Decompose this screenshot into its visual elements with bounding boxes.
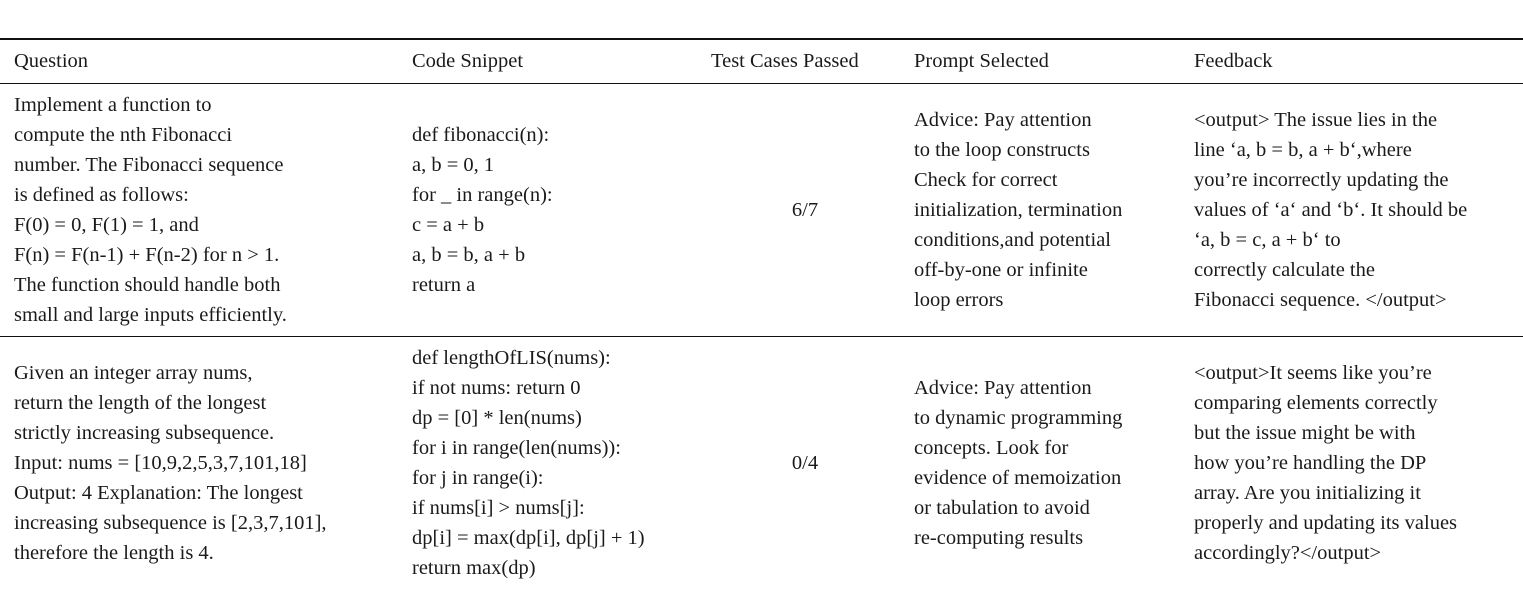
test-cases-passed-value: 0/4	[791, 452, 819, 474]
code-snippet-cell	[400, 337, 705, 589]
code-line: def fibonacci(n):	[412, 124, 550, 146]
header-prompt-selected: Prompt Selected	[914, 50, 1049, 72]
prompt-line: to the loop constructs	[914, 139, 1090, 161]
feedback-line: how you’re handling the DP	[1194, 452, 1427, 474]
feedback-line: <output> The issue lies in the	[1194, 109, 1438, 131]
prompt-selected-cell	[905, 337, 1185, 589]
results-table	[0, 38, 1523, 589]
feedback-line: array. Are you initializing it	[1194, 482, 1421, 504]
code-line: if nums[i] > nums[j]:	[412, 497, 585, 519]
question-line: strictly increasing subsequence.	[14, 422, 275, 444]
test-cases-passed-cell	[705, 337, 905, 589]
code-line: dp = [0] * len(nums)	[412, 407, 582, 429]
prompt-line: Advice: Pay attention	[914, 109, 1092, 131]
table-row	[0, 337, 1523, 589]
prompt-line: Check for correct	[914, 169, 1058, 191]
question-line: is defined as follows:	[14, 184, 189, 206]
code-line: for i in range(len(nums)):	[412, 437, 621, 459]
prompt-line: re-computing results	[914, 527, 1084, 549]
code-line: if not nums: return 0	[412, 377, 581, 399]
test-cases-passed-value: 6/7	[791, 199, 819, 221]
feedback-cell	[1185, 337, 1523, 589]
code-line: a, b = b, a + b	[412, 244, 526, 266]
prompt-line: Advice: Pay attention	[914, 377, 1092, 399]
code-line: return max(dp)	[412, 557, 536, 579]
table-header-row	[0, 40, 1523, 83]
prompt-line: evidence of memoization	[914, 467, 1122, 489]
question-line: Given an integer array nums,	[14, 362, 253, 384]
code-snippet-cell	[400, 84, 705, 336]
prompt-line: conditions,and potential	[914, 229, 1111, 251]
feedback-line: <output>It seems like you’re	[1194, 362, 1432, 384]
prompt-line: loop errors	[914, 289, 1004, 311]
code-line: return a	[412, 274, 476, 296]
feedback-line: but the issue might be with	[1194, 422, 1416, 444]
code-line: def lengthOfLIS(nums):	[412, 347, 611, 369]
question-line: The function should handle both	[14, 274, 281, 296]
feedback-line: accordingly?</output>	[1194, 542, 1382, 564]
feedback-line: properly and updating its values	[1194, 512, 1458, 534]
code-line: for j in range(i):	[412, 467, 544, 489]
prompt-line: off-by-one or infinite	[914, 259, 1088, 281]
question-line: increasing subsequence is [2,3,7,101],	[14, 512, 327, 534]
question-line: F(0) = 0, F(1) = 1, and	[14, 214, 199, 236]
prompt-line: to dynamic programming	[914, 407, 1123, 429]
question-cell	[0, 84, 400, 336]
code-line: c = a + b	[412, 214, 485, 236]
question-line: Output: 4 Explanation: The longest	[14, 482, 303, 504]
feedback-line: comparing elements correctly	[1194, 392, 1438, 414]
feedback-line: ‘a, b = c, a + b‘ to	[1194, 229, 1341, 251]
question-line: therefore the length is 4.	[14, 542, 214, 564]
question-line: Input: nums = [10,9,2,5,3,7,101,18]	[14, 452, 307, 474]
header-code-snippet: Code Snippet	[412, 50, 524, 72]
feedback-line: line ‘a, b = b, a + b‘,where	[1194, 139, 1412, 161]
header-question: Question	[14, 50, 89, 72]
prompt-line: or tabulation to avoid	[914, 497, 1090, 519]
code-line: dp[i] = max(dp[i], dp[j] + 1)	[412, 527, 645, 549]
table-row	[0, 84, 1523, 336]
feedback-line: correctly calculate the	[1194, 259, 1375, 281]
question-line: compute the nth Fibonacci	[14, 124, 233, 146]
feedback-line: values of ‘a‘ and ‘b‘. It should be	[1194, 199, 1468, 221]
question-line: return the length of the longest	[14, 392, 267, 414]
question-line: number. The Fibonacci sequence	[14, 154, 284, 176]
prompt-selected-cell	[905, 84, 1185, 336]
code-line: a, b = 0, 1	[412, 154, 495, 176]
header-test-cases-passed: Test Cases Passed	[711, 50, 859, 72]
prompt-line: initialization, termination	[914, 199, 1123, 221]
question-line: small and large inputs efficiently.	[14, 304, 287, 326]
question-line: Implement a function to	[14, 94, 212, 116]
code-line: for _ in range(n):	[412, 184, 553, 206]
header-feedback: Feedback	[1194, 50, 1273, 72]
prompt-line: concepts. Look for	[914, 437, 1069, 459]
feedback-cell	[1185, 84, 1523, 336]
question-line: F(n) = F(n-1) + F(n-2) for n > 1.	[14, 244, 280, 266]
feedback-line: you’re incorrectly updating the	[1194, 169, 1449, 191]
test-cases-passed-cell	[705, 84, 905, 336]
feedback-line: Fibonacci sequence. </output>	[1194, 289, 1447, 311]
question-cell	[0, 337, 400, 589]
